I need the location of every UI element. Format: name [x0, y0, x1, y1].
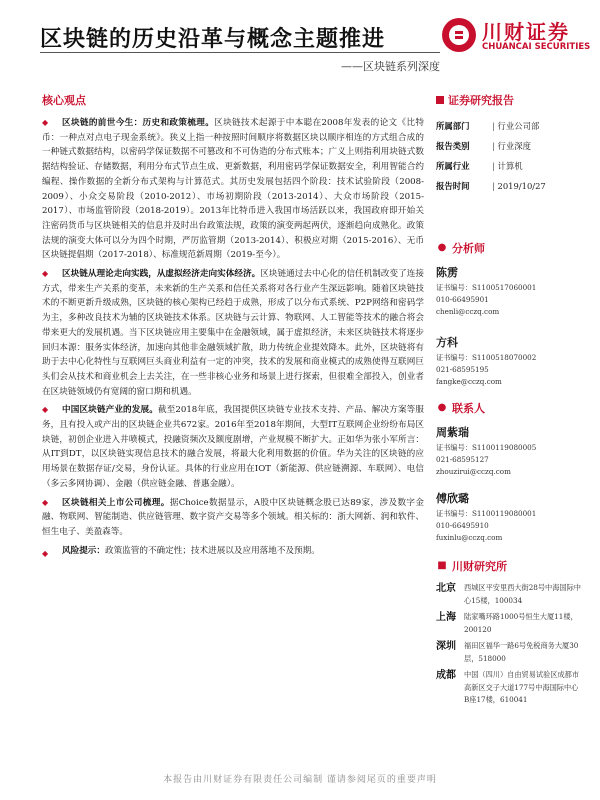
info-value: | 行业深度: [492, 136, 531, 156]
info-key: 报告时间: [436, 181, 470, 191]
office-address: 西城区平安里西大街28号中海国际中心15楼，100034: [464, 583, 581, 605]
info-value: | 计算机: [492, 156, 523, 176]
paragraph-lead: 区块链从理论走向实践，从虚拟经济走向实体经济。: [62, 269, 261, 280]
contact-cert: 证书编号：S1100119080001: [436, 509, 537, 518]
diamond-bullet-icon: ◆: [42, 405, 49, 415]
contact-email[interactable]: fuxinlu@cczq.com: [436, 533, 503, 542]
info-row: [436, 136, 586, 156]
info-row: [436, 176, 586, 196]
analyst-heading: ● 分析师: [437, 242, 485, 255]
core-view-paragraph: [42, 116, 424, 263]
diamond-bullet-icon: ◆: [42, 269, 49, 279]
analyst-card: [436, 264, 586, 318]
info-value: | 行业公司部: [492, 116, 539, 136]
paragraph-body: 区块链技术起源于中本聪在2008年发表的论文《比特币：一种点对点电子现金系统》。狭义上指一种按照时间顺序将数据区块以顺序相连的方式组合成的一种链式数据结构，以密码学保证数据不可篡改和不可伪造的分布式账本；广义上则指利用块链式数据结构验证、存储数据，利用分布式节点生成、更新数据，利用密码学保证数据安全，利用智能合约编程、操作数据的全新分布式架构与计算范式。其历史发展包括四个阶段：技术试验阶段（2008-2009）、小众交易阶段（2010-2012）、市场初期阶段（2013-2014）、大众市场阶段（2015-2017）、市场监管阶段（2018-2019）。2013年比特币进入我国市场活跃以来，我国政府即开始关注密码货币与区块链相关的信息并及时出台政策法规，政策的演变两起两伏，逐渐趋向成熟化。政策法规的演变大体可以分为四个时期，严厉监管期（2013-2014）、积极应对期（2015-2016）、无币区块链提倡期（2017-2018）、标准规范新周期（2019-至今）。: [42, 118, 424, 261]
analyst-email[interactable]: chenli@cczq.com: [436, 307, 500, 316]
info-key: 所属行业: [436, 161, 470, 171]
analyst-email[interactable]: fangke@cczq.com: [436, 377, 502, 386]
report-info-heading: 证券研究报告: [436, 92, 586, 108]
core-view-paragraph: [42, 403, 424, 491]
report-subtitle: ——区块链系列深度: [341, 60, 440, 73]
office-entry: [436, 669, 586, 707]
office-city: 深圳: [436, 641, 456, 652]
building-icon: ■: [437, 560, 447, 571]
analyst-name: 方科: [436, 336, 458, 349]
analyst-phone: 010-66495901: [436, 295, 489, 304]
core-view-paragraph: [42, 496, 424, 540]
contact-name: 周紫瑞: [436, 426, 469, 439]
report-header: [40, 12, 591, 72]
office-entry: [436, 611, 586, 636]
contact-name: 傅欣璐: [436, 492, 469, 505]
office-city: 北京: [436, 583, 456, 594]
report-title: 区块链的历史沿革与概念主题推进: [40, 27, 386, 52]
info-key: 所属部门: [436, 121, 470, 131]
main-column: [42, 92, 424, 558]
office-address: 陆家嘴环路1000号恒生大厦11楼，200120: [464, 612, 578, 634]
contact-heading: ● 联系人: [437, 402, 485, 415]
info-row: [436, 116, 586, 136]
analyst-name: 陈雳: [436, 266, 458, 279]
analyst-card: [436, 334, 586, 388]
header-divider: [40, 52, 440, 53]
paragraph-body: 截至2018年底，我国提供区块链专业技术支持、产品、解决方案等服务，且有投入或产出的区块链企业共672家。2016年至2018年期间，大型IT互联网企业纷纷布局区块链，初创企业进入井喷模式，投融资频次及额度剧增，产业规模不断扩大。正如华为张小军所言：从IT到DT，以区块链实现信息技术的融合发展，将最大化利用数据的价值。华为关注的区块链的应用场景在数据存证/交易，身份认证。具体的行业应用在IOT（新能源、供应链溯源、车联网）、电信（多云多网协调）、金融（供应链金融、普惠金融）。: [42, 405, 424, 489]
logo-english-name: CHUANCAI SECURITIES: [482, 42, 591, 52]
analyst-cert: 证书编号：S1100517060001: [436, 283, 537, 292]
info-row: [436, 156, 586, 176]
core-views-label: 核心观点: [42, 94, 86, 107]
contact-phone: 010-66495910: [436, 521, 489, 530]
risk-warning: [42, 544, 424, 559]
office-address: 中国（四川）自由贸易试验区成都市高新区交子大道177号中海国际中心B座17楼，610041: [464, 670, 580, 704]
contact-email[interactable]: zhouzirui@cczq.com: [436, 467, 511, 476]
contact-card: [436, 424, 586, 478]
paragraph-lead: 区块链相关上市公司梳理。: [62, 497, 170, 508]
info-value: | 2019/10/27: [492, 176, 546, 196]
analyst-phone: 021-68595195: [436, 365, 489, 374]
paragraph-lead: 中国区块链产业的发展。: [62, 405, 158, 416]
risk-body: 政策监管的不确定性；技术进展以及应用落地不及预期。: [104, 545, 320, 556]
diamond-bullet-icon: ◆: [42, 548, 49, 558]
office-entry: [436, 582, 586, 607]
contact-phone: 021-68595127: [436, 455, 489, 464]
disclaimer-footer: 本报告由川财证券有限责任公司编制 谨请参阅尾页的重要声明: [163, 775, 437, 785]
paragraph-body: 区块链通过去中心化的信任机制改变了连接方式，带来生产关系的变革，未来新的生产关系和信任关系将对各行业产生深远影响。随着区块链技术的不断更新升级成熟，区块链的核心架构已经趋于成熟，形成了以分布式系统、P2P网络和密码学为主，多种改良技术为辅的区块链技术体系。区块链与云计算、物联网、人工智能等技术的融合将会带来更大的发展机遇。当下区块链应用主要集中在金融领域，属于虚拟经济，未来区块链技术将逐步回归本源：服务实体经济，加速向其他非金融领域扩散，助力传统企业提效降本。此外，区块链将有助于去中心化特性与互联网巨头商业利益有一定的冲突，技术的发展和商业模式的成熟使得互联网巨头们会从技术和商业机会上去关注，在一些非核心业务和场景上进行探索，但很难全部投入，创业者在区块链领域仍有宽阔的窗口期和机遇。: [42, 269, 424, 397]
institute-heading: ■ 川财研究所: [437, 560, 507, 573]
paragraph-body: 据Choice数据显示，A股中区块链概念股已达89家，涉及数字金融、物联网、智能制造、供应链管理、数字资产交易等多个领域。相关标的：浙大网新、润和软件、恒生电子、美盈森等。: [42, 497, 424, 537]
side-column: [436, 92, 586, 711]
risk-lead: 风险提示：: [62, 545, 105, 556]
diamond-bullet-icon: ◆: [42, 118, 49, 127]
office-entry: [436, 640, 586, 665]
person-icon: ●: [437, 242, 447, 253]
person-icon: ●: [437, 402, 447, 413]
contact-card: [436, 490, 586, 544]
office-city: 成都: [436, 670, 456, 681]
office-city: 上海: [436, 612, 456, 623]
diamond-bullet-icon: ◆: [42, 497, 49, 507]
paragraph-lead: 区块链的前世今生：历史和政策梳理。: [62, 118, 215, 128]
logo-chinese-name: 川财证券: [482, 20, 570, 44]
analyst-cert: 证书编号：S1100518070002: [436, 353, 537, 362]
square-marker-icon: [436, 96, 444, 104]
office-address: 福田区福华一路6号免税商务大厦30层，518000: [464, 641, 579, 663]
contact-cert: 证书编号：S1100119080005: [436, 443, 537, 452]
core-view-paragraph: [42, 267, 424, 399]
info-key: 报告类别: [436, 141, 470, 151]
logo-mark-icon: [442, 18, 476, 52]
company-logo: [442, 12, 591, 60]
